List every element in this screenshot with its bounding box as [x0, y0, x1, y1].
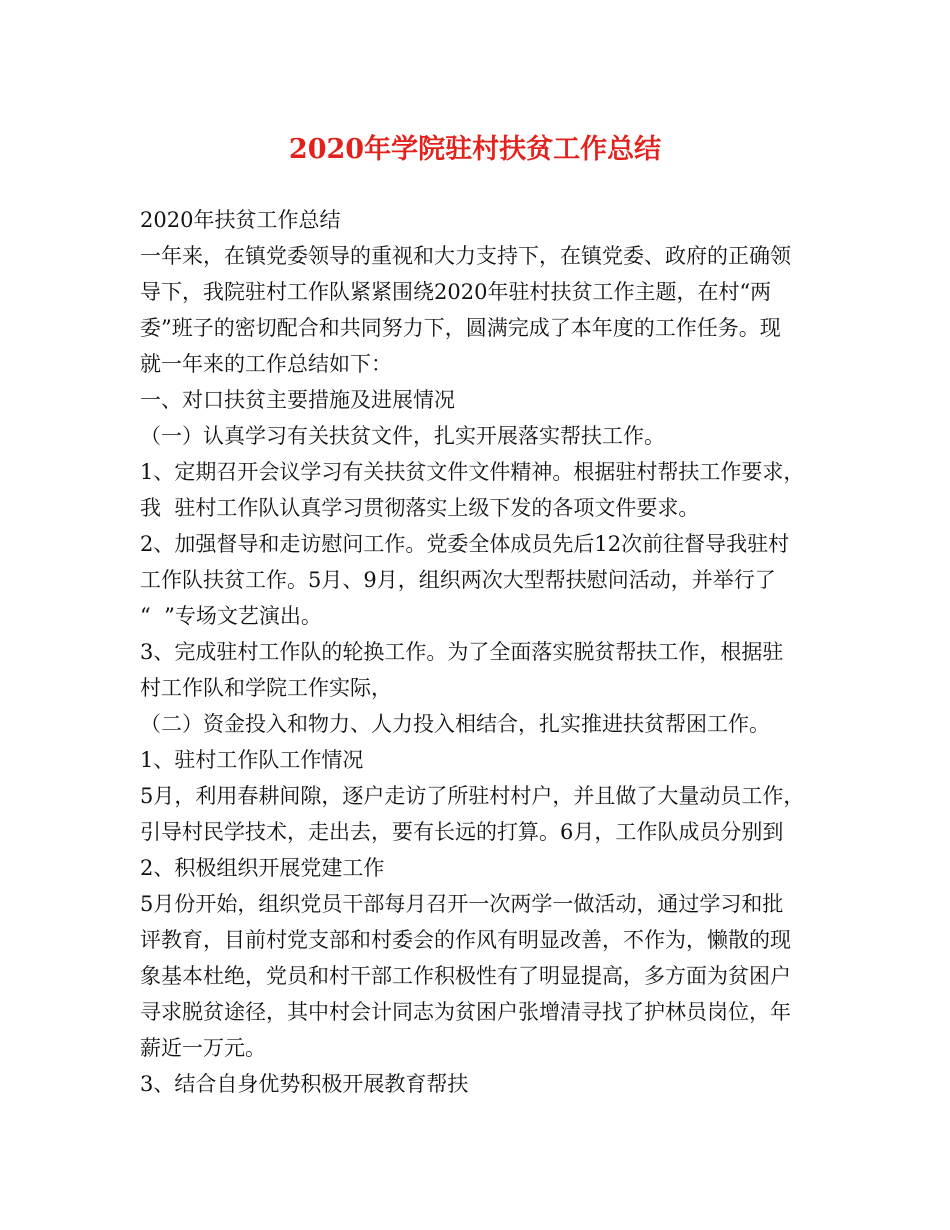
body-line: 薪近一万元。 — [140, 1036, 266, 1060]
body-line: 导下，我院驻村工作队紧紧围绕2020年驻村扶贫工作主题，在村“两 — [140, 280, 772, 304]
body-line: 一年来，在镇党委领导的重视和大力支持下，在镇党委、政府的正确领 — [140, 244, 791, 268]
body-line: 1、定期召开会议学习有关扶贫文件文件精神。根据驻村帮扶工作要求， — [140, 460, 805, 484]
document-body — [140, 202, 830, 1102]
body-line: 就一年来的工作总结如下： — [140, 352, 392, 376]
body-line: “ ”专场文艺演出。 — [140, 604, 322, 628]
body-line: 工作队扶贫工作。5月、9月，组织两次大型帮扶慰问活动，并举行了 — [140, 568, 776, 592]
body-line: 3、结合自身优势积极开展教育帮扶 — [140, 1072, 469, 1096]
document-title: 2020年学院驻村扶贫工作总结 — [288, 134, 662, 165]
body-line: 5月，利用春耕间隙，逐户走访了所驻村村户，并且做了大量动员工作， — [140, 784, 805, 808]
body-line: 评教育，目前村党支部和村委会的作风有明显改善，不作为，懒散的现 — [140, 928, 791, 952]
body-line: 1、驻村工作队工作情况 — [140, 748, 364, 772]
body-line: 2、加强督导和走访慰问工作。党委全体成员先后12次前往督导我驻村 — [140, 532, 790, 556]
body-line: 象基本杜绝，党员和村干部工作积极性有了明显提高，多方面为贫困户 — [140, 964, 791, 988]
body-line: 5月份开始，组织党员干部每月召开一次两学一做活动，通过学习和批 — [140, 892, 784, 916]
body-line: 村工作队和学院工作实际， — [140, 676, 392, 700]
body-line: 2、积极组织开展党建工作 — [140, 856, 385, 880]
body-line: 2020年扶贫工作总结 — [140, 208, 341, 232]
body-line: 3、完成驻村工作队的轮换工作。为了全面落实脱贫帮扶工作，根据驻 — [140, 640, 784, 664]
subsection-heading: （一）认真学习有关扶贫文件，扎实开展落实帮扶工作。 — [140, 424, 665, 448]
section-heading: 一、对口扶贫主要措施及进展情况 — [140, 388, 455, 412]
body-line: 寻求脱贫途径，其中村会计同志为贫困户张增清寻找了护林员岗位，年 — [140, 1000, 791, 1024]
body-line: 我 驻村工作队认真学习贯彻落实上级下发的各项文件要求。 — [140, 496, 700, 520]
body-line: 委”班子的密切配合和共同努力下，圆满完成了本年度的工作任务。现 — [140, 316, 781, 340]
body-line: 引导村民学技术，走出去，要有长远的打算。6月，工作队成员分别到 — [140, 820, 784, 844]
subsection-heading: （二）资金投入和物力、人力投入相结合，扎实推进扶贫帮困工作。 — [140, 712, 770, 736]
